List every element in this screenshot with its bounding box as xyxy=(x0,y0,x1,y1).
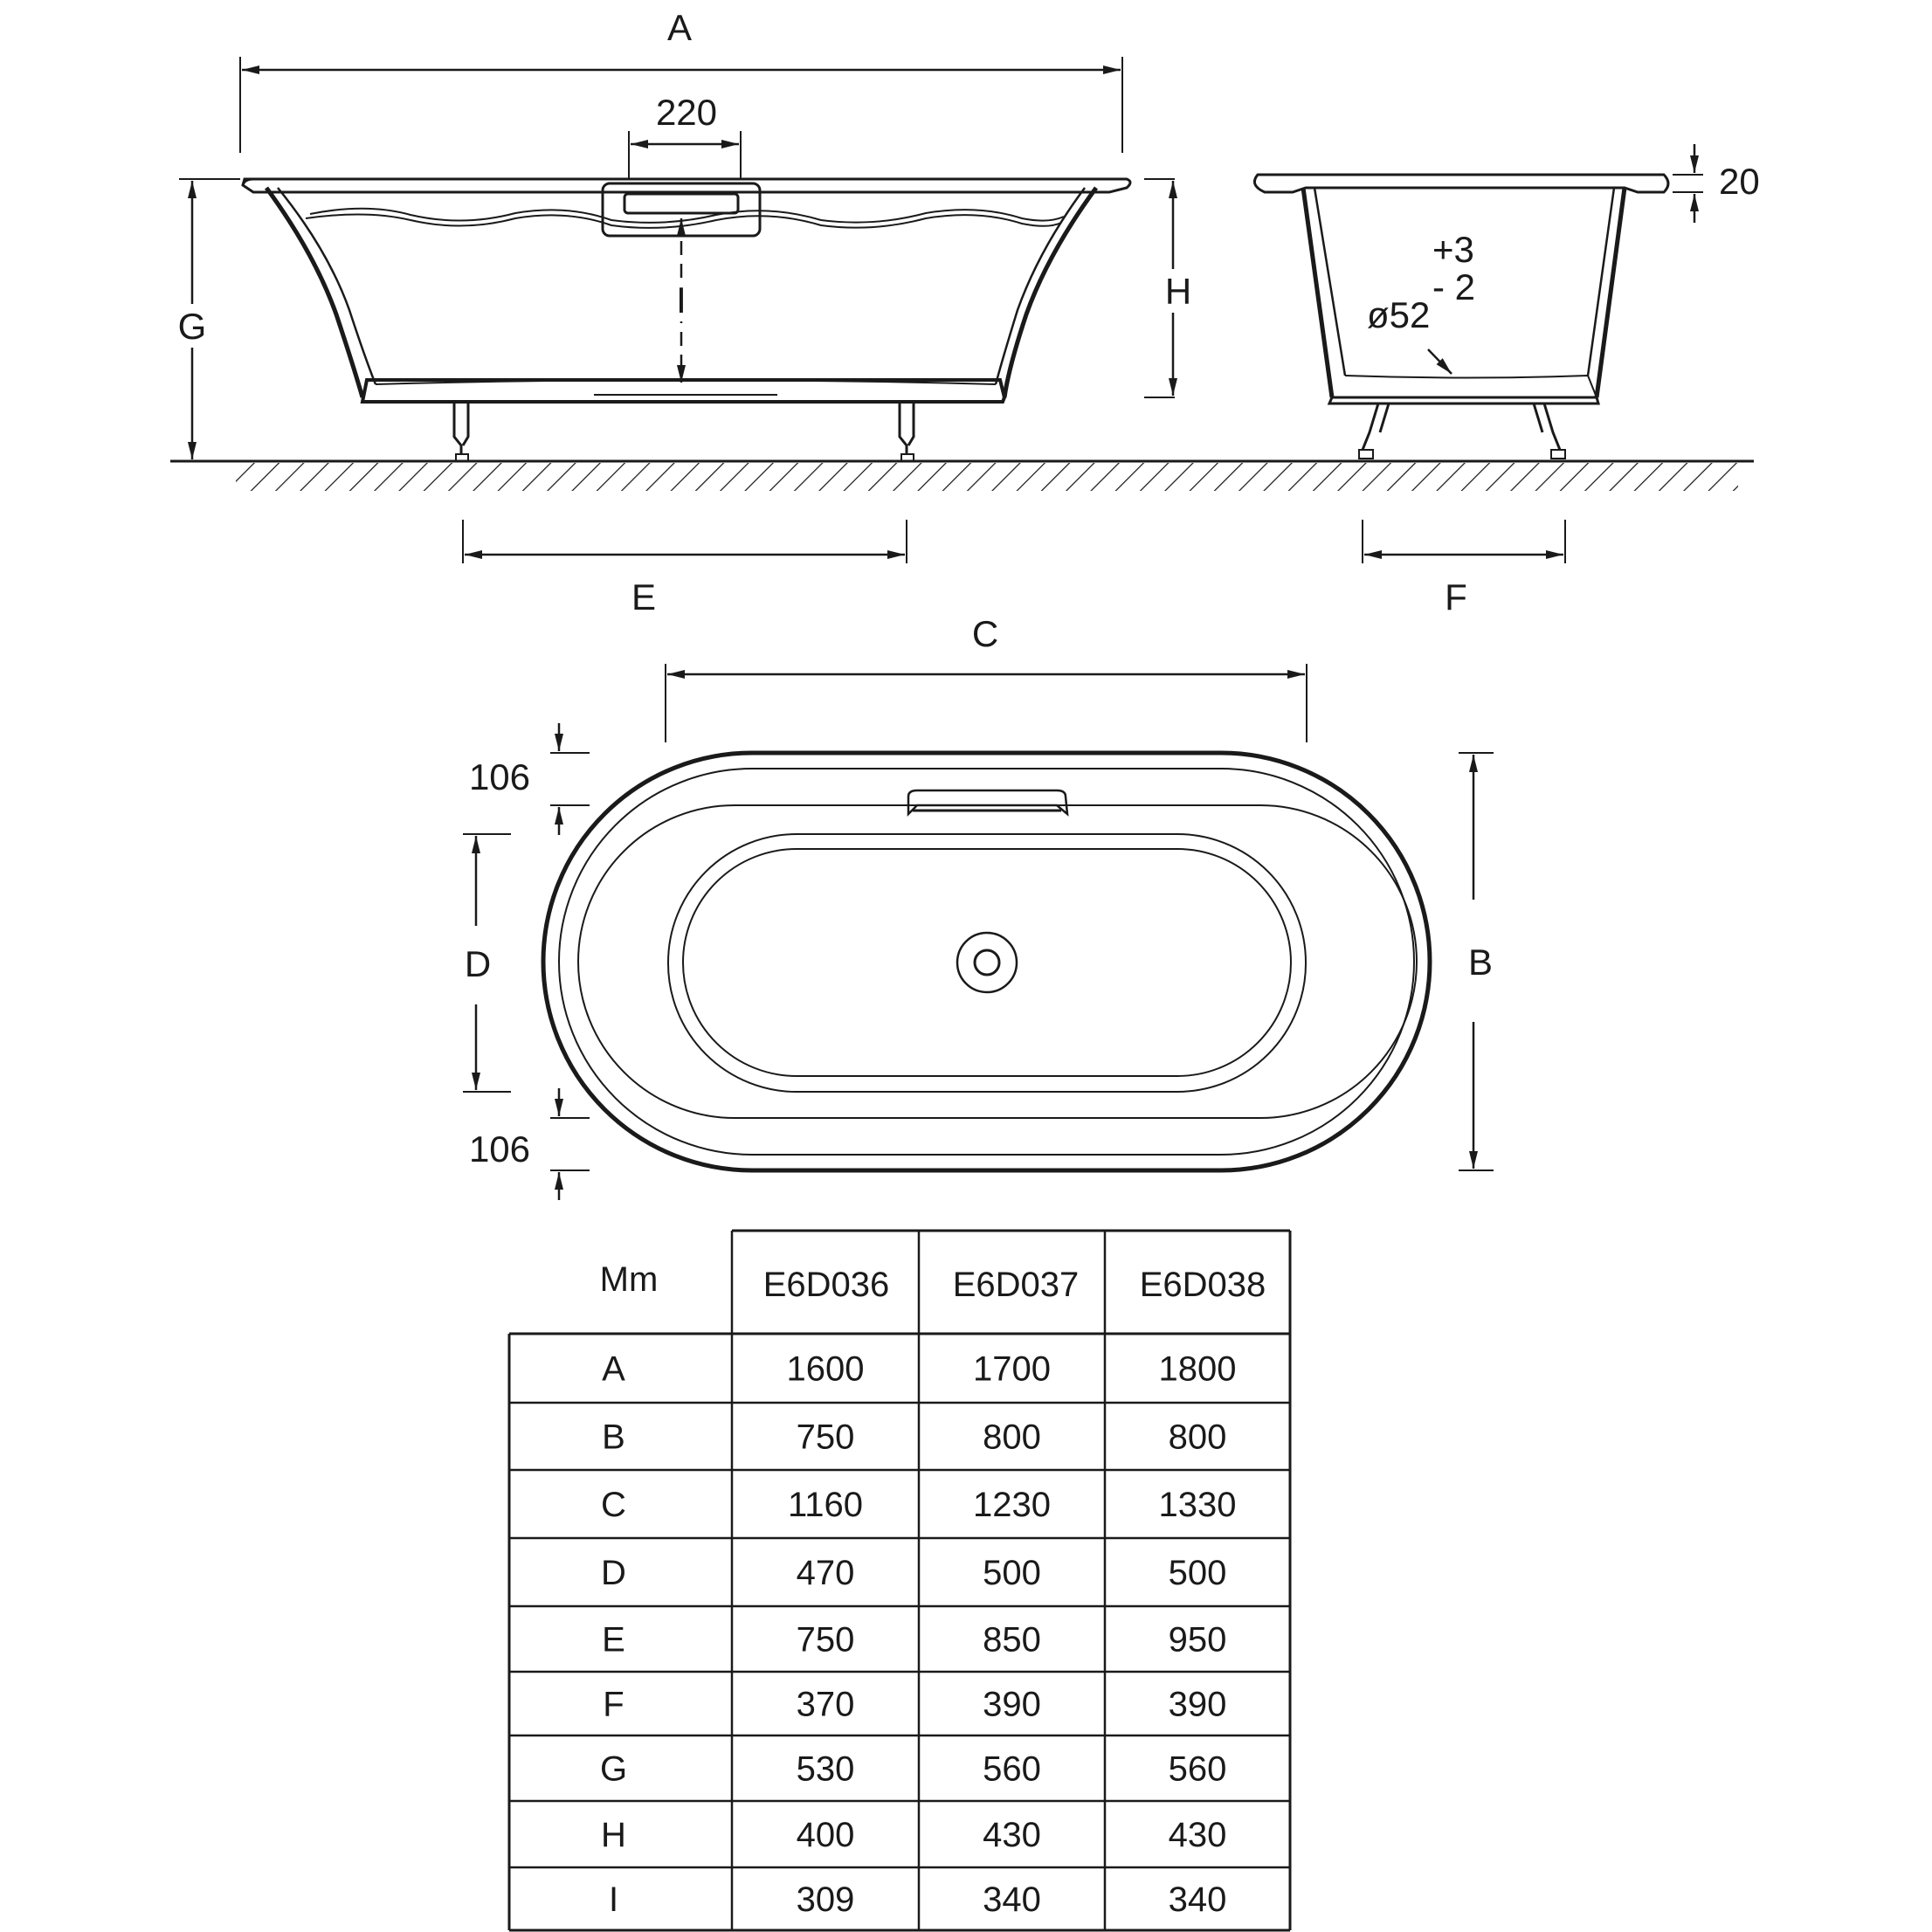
table-cell: 1160 xyxy=(787,1486,864,1524)
dimension-overflow-width xyxy=(629,92,741,179)
table-cell: 1230 xyxy=(973,1486,1051,1524)
label-f: F xyxy=(1445,576,1467,618)
table-row xyxy=(603,1686,1226,1724)
label-h: H xyxy=(1164,271,1192,312)
dimension-offset-top xyxy=(469,723,590,835)
table-unit-header: Mm xyxy=(599,1260,659,1299)
table-cell: 370 xyxy=(796,1685,855,1724)
dimension-e xyxy=(463,520,907,618)
dimension-offset-bottom xyxy=(469,1088,590,1200)
table-row-label: G xyxy=(599,1749,628,1789)
label-106-top: 106 xyxy=(468,756,531,797)
table-cell: 430 xyxy=(983,1816,1041,1854)
drain-diameter: ø52 xyxy=(1367,294,1431,335)
table-header-model-2: E6D037 xyxy=(952,1266,1080,1304)
table-row xyxy=(600,1750,1226,1789)
table-cell: 309 xyxy=(796,1880,855,1919)
table-row-label: F xyxy=(603,1685,624,1724)
table-row-label: B xyxy=(602,1418,625,1457)
table-header-model-3: E6D038 xyxy=(1139,1266,1266,1304)
label-b: B xyxy=(1467,942,1494,983)
floor-line xyxy=(170,461,1754,491)
table-cell: 430 xyxy=(1168,1816,1227,1854)
table-cell: 560 xyxy=(983,1749,1041,1789)
label-c: C xyxy=(971,613,999,654)
side-view-short xyxy=(1254,175,1668,459)
table-cell: 470 xyxy=(796,1554,855,1592)
label-220: 220 xyxy=(655,92,718,133)
table-cell: 390 xyxy=(1168,1685,1227,1724)
table-cell: 400 xyxy=(796,1816,855,1854)
table-cell: 800 xyxy=(983,1418,1041,1457)
dimension-b xyxy=(1452,753,1500,1170)
table-cell: 950 xyxy=(1168,1620,1227,1659)
table-cell: 1800 xyxy=(1158,1349,1237,1389)
table-row-label: D xyxy=(601,1554,626,1592)
table-cell: 800 xyxy=(1168,1418,1227,1457)
table-row-label: H xyxy=(601,1816,626,1854)
table-row xyxy=(601,1554,1226,1592)
dimension-h xyxy=(1144,179,1195,397)
top-view xyxy=(543,753,1430,1170)
table-cell: 500 xyxy=(1168,1554,1227,1592)
dimension-d xyxy=(454,834,511,1092)
label-g: G xyxy=(177,306,207,347)
table-cell: 750 xyxy=(796,1620,855,1659)
dimension-c xyxy=(666,613,1307,742)
table-cell: 390 xyxy=(983,1685,1041,1724)
tolerance-minus: - 2 xyxy=(1432,266,1476,307)
table-cell: 1600 xyxy=(786,1349,865,1389)
label-106-bottom: 106 xyxy=(468,1128,531,1170)
table-row-label: A xyxy=(602,1349,625,1389)
drain-annotation xyxy=(1367,229,1475,335)
dimension-rim-thickness xyxy=(1673,144,1760,223)
dimension-g xyxy=(170,179,240,459)
dimension-table xyxy=(509,1231,1290,1930)
table-cell: 340 xyxy=(983,1880,1041,1919)
table-cell: 500 xyxy=(983,1554,1041,1592)
table-row xyxy=(602,1621,1226,1659)
table-row-label: C xyxy=(601,1486,626,1524)
label-e: E xyxy=(631,576,657,618)
table-row-label: I xyxy=(608,1880,619,1919)
table-cell: 530 xyxy=(796,1749,855,1789)
table-header-model-1: E6D036 xyxy=(762,1266,890,1304)
label-i: I xyxy=(676,279,687,321)
table-row xyxy=(609,1880,1226,1919)
table-cell: 1700 xyxy=(973,1349,1051,1389)
tolerance-plus: +3 xyxy=(1432,229,1474,270)
table-row-label: E xyxy=(602,1620,625,1659)
table-cell: 340 xyxy=(1168,1880,1227,1919)
dimension-i xyxy=(668,218,694,383)
label-a: A xyxy=(666,7,693,48)
label-d: D xyxy=(464,943,492,984)
table-cell: 1330 xyxy=(1158,1486,1237,1524)
dimension-f xyxy=(1363,520,1565,618)
table-cell: 850 xyxy=(983,1620,1041,1659)
table-row xyxy=(601,1816,1226,1854)
table-row xyxy=(602,1418,1226,1457)
table-cell: 560 xyxy=(1168,1749,1227,1789)
table-cell: 750 xyxy=(796,1418,855,1457)
label-20: 20 xyxy=(1719,161,1760,202)
